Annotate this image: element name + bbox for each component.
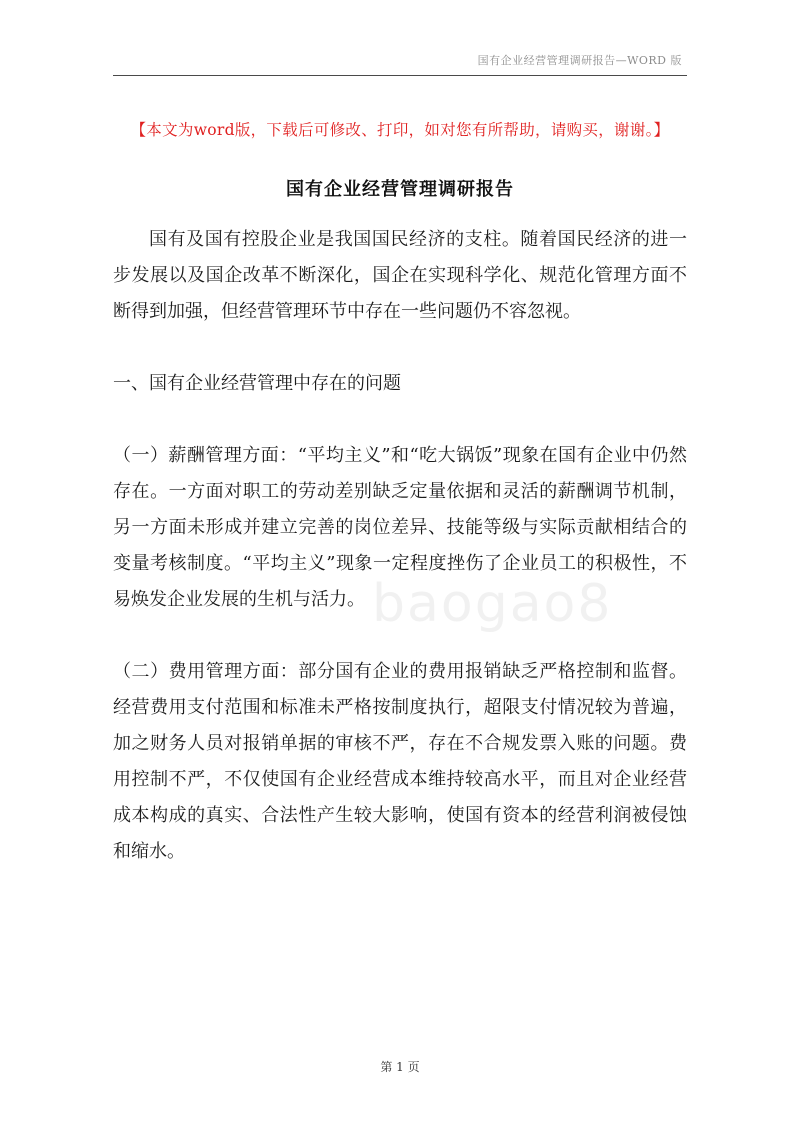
- document-title: 国有企业经营管理调研报告: [286, 179, 514, 200]
- document-body: [113, 222, 687, 870]
- section-heading: 一、国有企业经营管理中存在的问题: [113, 373, 401, 394]
- paragraph-spacer: [113, 618, 687, 654]
- paragraph-spacer: [113, 402, 687, 438]
- watermark: baogao8: [372, 574, 613, 634]
- salary-paragraph: （一）薪酬管理方面：“平均主义”和“吃大锅饭”现象在国有企业中仍然存在。一方面对职工的劳动差别缺乏定量依据和灵活的薪酬调节机制，另一方面未形成并建立完善的岗位差异、技能等级与实际贡献相结合的变量考核制度。“平均主义”现象一定程度挫伤了企业员工的积极性，不易焕发企业发展的生机与活力。: [113, 445, 687, 610]
- running-header: 国有企业经营管理调研报告—WORD 版: [477, 54, 682, 67]
- header-rule: [113, 75, 687, 76]
- paragraph-spacer: [113, 330, 687, 366]
- intro-paragraph: 国有及国有控股企业是我国国民经济的支柱。随着国民经济的进一步发展以及国企改革不断深化，国企在实现科学化、规范化管理方面不断得到加强，但经营管理环节中存在一些问题仍不容忽视。: [113, 229, 687, 322]
- expense-paragraph: （二）费用管理方面：部分国有企业的费用报销缺乏严格控制和监督。经营费用支付范围和标准未严格按制度执行，超限支付情况较为普遍，加之财务人员对报销单据的审核不严，存在不合规发票入账的问题。费用控制不严，不仅使国有企业经营成本维持较高水平，而且对企业经营成本构成的真实、合法性产生较大影响，使国有资本的经营利润被侵蚀和缩水。: [113, 661, 687, 862]
- purchase-notice: 【本文为word版，下载后可修改、打印，如对您有所帮助，请购买，谢谢。】: [130, 121, 670, 139]
- page-number: 第 1 页: [380, 1060, 420, 1074]
